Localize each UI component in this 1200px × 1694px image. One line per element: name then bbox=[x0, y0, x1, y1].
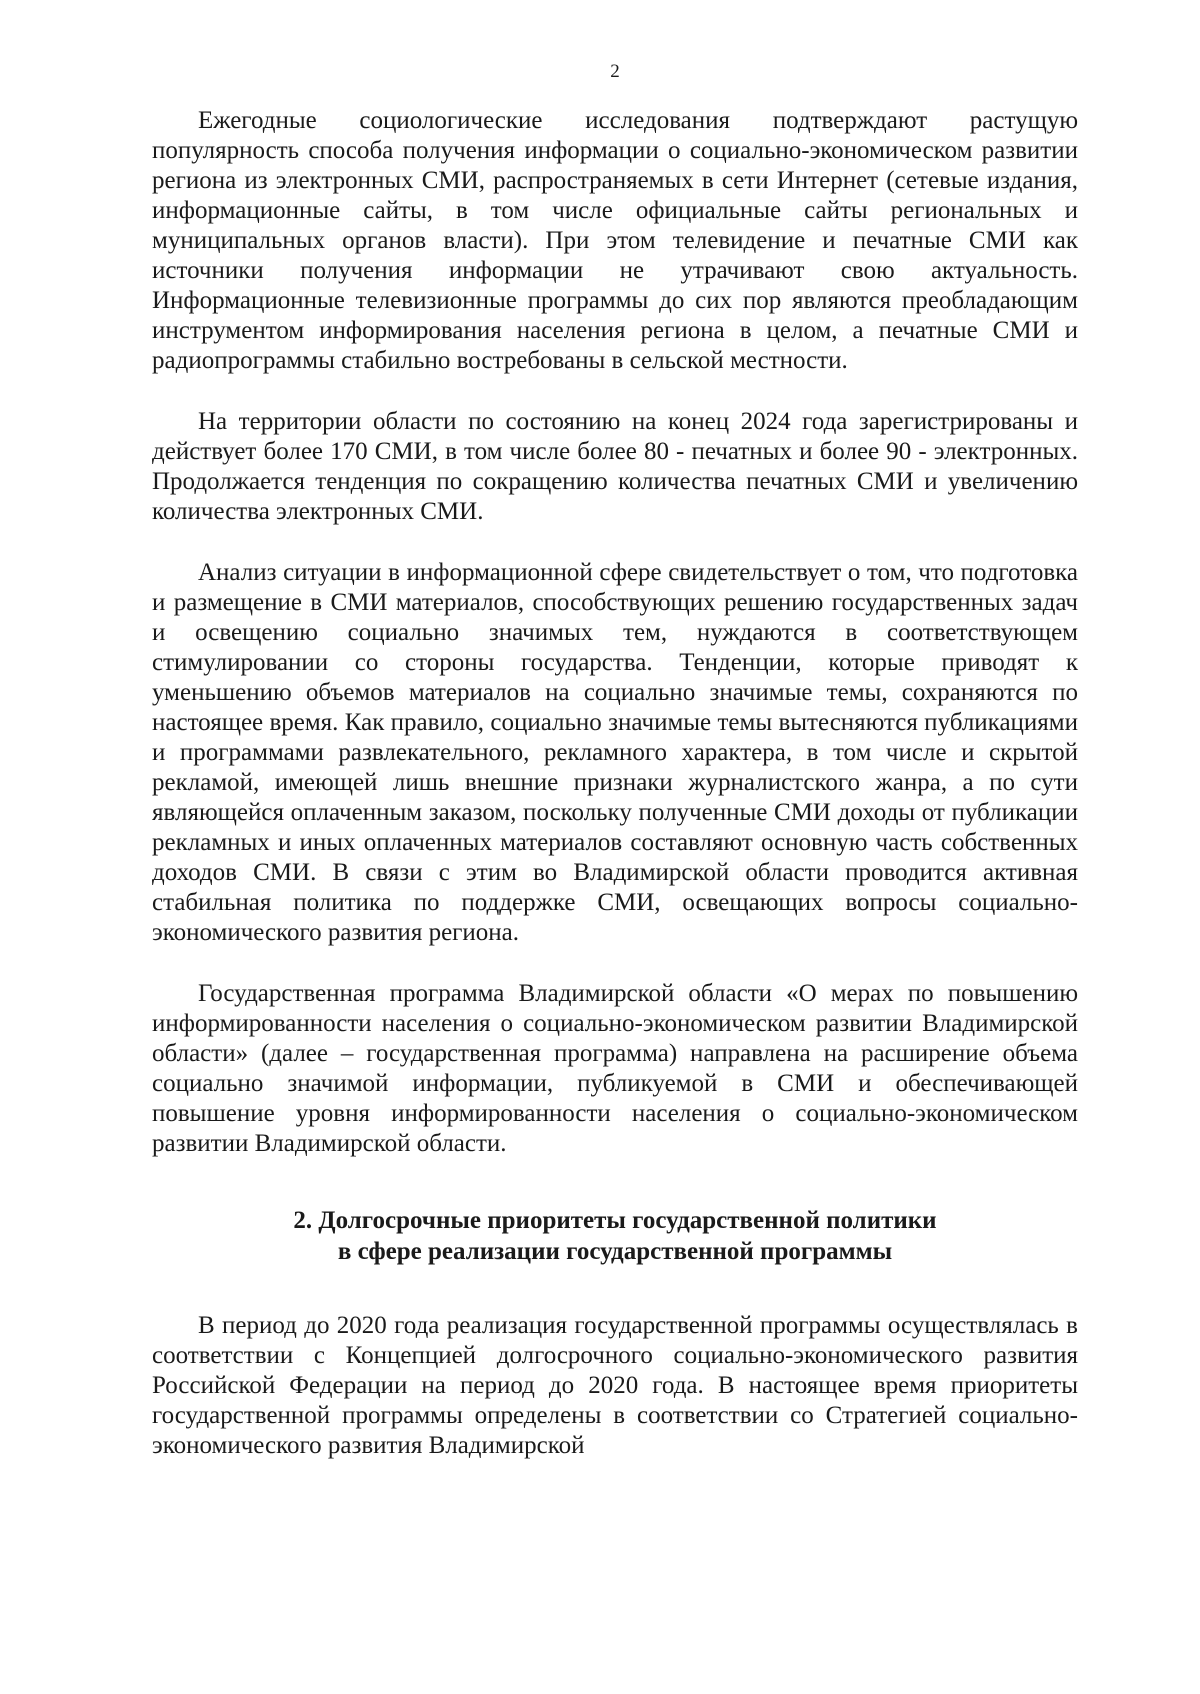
document-page bbox=[152, 0, 1078, 1694]
paragraph-media-survey: Ежегодные социологические исследования подтверждают растущую популярность способа получения информации о социально-экономическом развитии региона из электронных СМИ, распространяемых в сети Интернет (сетевые издания, информационные сайты, в том числе официальные сайты региональных и муниципальных органов власти). При этом телевидение и печатные СМИ как источники получения информации не утрачивают свою актуальность. Информационные телевизионные программы до сих пор являются преобладающим инструментом информирования населения региона в целом, а печатные СМИ и радиопрограммы стабильно востребованы в сельской местности. bbox=[152, 107, 1078, 374]
section-heading-line-2: в сфере реализации государственной программы bbox=[337, 1238, 893, 1265]
paragraph-priorities: В период до 2020 года реализация государственной программы осуществлялась в соответствии с Концепцией долгосрочного социально-экономического развития Российской Федерации на период до 2020 года. В настоящее время приоритеты государственной программы определены в соответствии со Стратегией социально-экономического развития Владимирской bbox=[152, 1312, 1078, 1459]
section-heading-line-1: 2. Долгосрочные приоритеты государственной политики bbox=[293, 1207, 937, 1234]
page-number: 2 bbox=[610, 61, 620, 82]
paragraph-registered-media: На территории области по состоянию на конец 2024 года зарегистрированы и действует более 170 СМИ, в том числе более 80 - печатных и более 90 - электронных. Продолжается тенденция по сокращению количества печатных СМИ и увеличению количества электронных СМИ. bbox=[152, 408, 1078, 525]
document-body bbox=[152, 106, 1078, 1461]
paragraph-situation-analysis: Анализ ситуации в информационной сфере свидетельствует о том, что подготовка и размещение в СМИ материалов, способствующих решению государственных задач и освещению социально значимых тем, нуждаются в соответствующем стимулировании со стороны государства. Тенденции, которые приводят к уменьшению объемов материалов на социально значимые темы, сохраняются по настоящее время. Как правило, социально значимые темы вытесняются публикациями и программами развлекательного, рекламного характера, в том числе и скрытой рекламой, имеющей лишь внешние признаки журналистского жанра, а по сути являющейся оплаченным заказом, поскольку полученные СМИ доходы от публикации рекламных и иных оплаченных материалов составляют основную часть собственных доходов СМИ. В связи с этим во Владимирской области проводится активная стабильная политика по поддержке СМИ, освещающих вопросы социально-экономического развития региона. bbox=[152, 559, 1078, 946]
section-heading bbox=[152, 1205, 1078, 1267]
paragraph-state-program: Государственная программа Владимирской области «О мерах по повышению информированности населения о социально-экономическом развитии Владимирской области» (далее – государственная программа) направлена на расширение объема социально значимой информации, публикуемой в СМИ и обеспечивающей повышение уровня информированности населения о социально-экономическом развитии Владимирской области. bbox=[152, 980, 1078, 1157]
